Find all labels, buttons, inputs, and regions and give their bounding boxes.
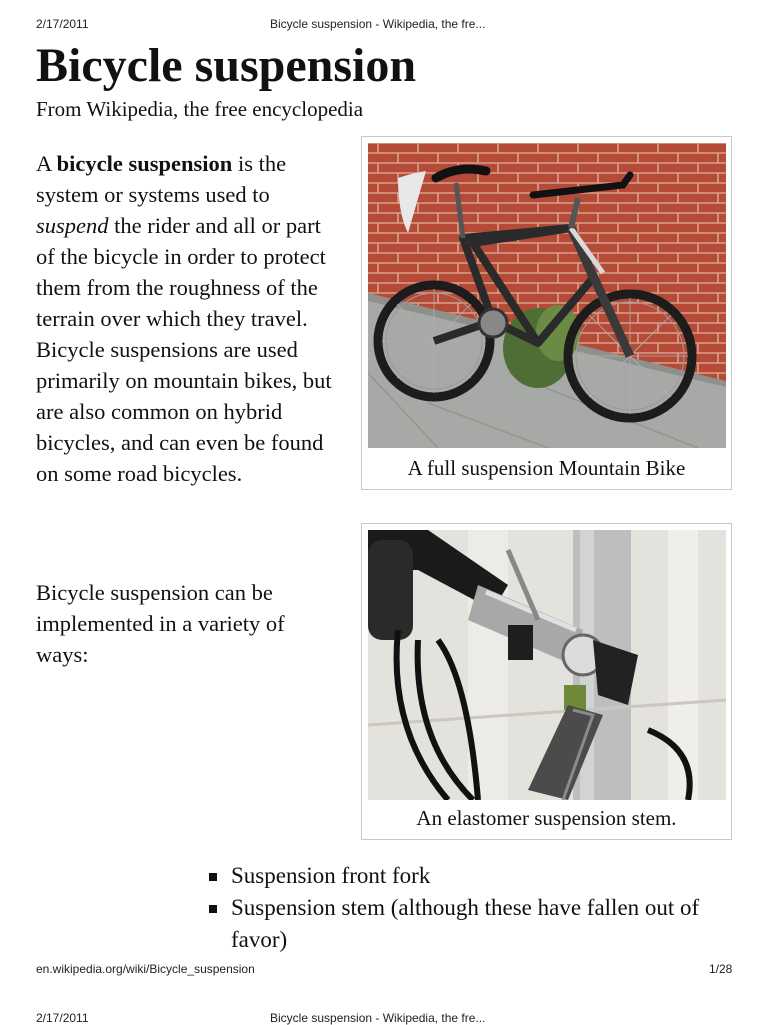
page-title: Bicycle suspension bbox=[36, 39, 417, 92]
next-page-title: Bicycle suspension - Wikipedia, the fre... bbox=[270, 1011, 486, 1025]
intro-italic-term: suspend bbox=[36, 213, 109, 238]
suspension-types-list bbox=[206, 860, 736, 956]
next-page-date: 2/17/2011 bbox=[36, 1011, 89, 1025]
intro-text-2: is the system or systems used to bbox=[36, 151, 287, 207]
figure-mountain-bike-caption: A full suspension Mountain Bike bbox=[407, 456, 686, 480]
mountain-bike-image bbox=[368, 143, 726, 448]
print-footer-url: en.wikipedia.org/wiki/Bicycle_suspension bbox=[36, 962, 255, 976]
print-date: 2/17/2011 bbox=[36, 17, 89, 31]
page-subtitle: From Wikipedia, the free encyclopedia bbox=[36, 97, 364, 121]
list-item bbox=[206, 892, 736, 956]
print-footer-page-number: 1/28 bbox=[709, 962, 733, 976]
intro-text-3: the rider and all or part of the bicycle in order to protect them from the roughness of the terrain over which they travel. Bicycle suspensions are used primarily on mountain bikes, but are also common on hybrid bicycles, and can even be found on some road bicycles. bbox=[36, 213, 332, 486]
list-item bbox=[206, 860, 736, 892]
implementation-paragraph: Bicycle suspension can be implemented in a variety of ways: bbox=[36, 580, 285, 667]
print-page-title: Bicycle suspension - Wikipedia, the fre... bbox=[270, 17, 486, 31]
intro-paragraph bbox=[36, 148, 336, 489]
elastomer-stem-image bbox=[368, 530, 726, 800]
bullet-icon bbox=[209, 905, 217, 913]
intro-bold-term: bicycle suspension bbox=[56, 151, 233, 176]
figure-elastomer-stem-caption: An elastomer suspension stem. bbox=[416, 806, 677, 830]
bullet-icon bbox=[209, 873, 217, 881]
list-item-text: Suspension front fork bbox=[231, 863, 431, 888]
figure-mountain-bike bbox=[361, 136, 732, 490]
figure-elastomer-stem bbox=[361, 523, 732, 840]
intro-text-1: A bbox=[36, 151, 57, 176]
list-item-text: Suspension stem (although these have fallen out of favor) bbox=[231, 895, 700, 952]
